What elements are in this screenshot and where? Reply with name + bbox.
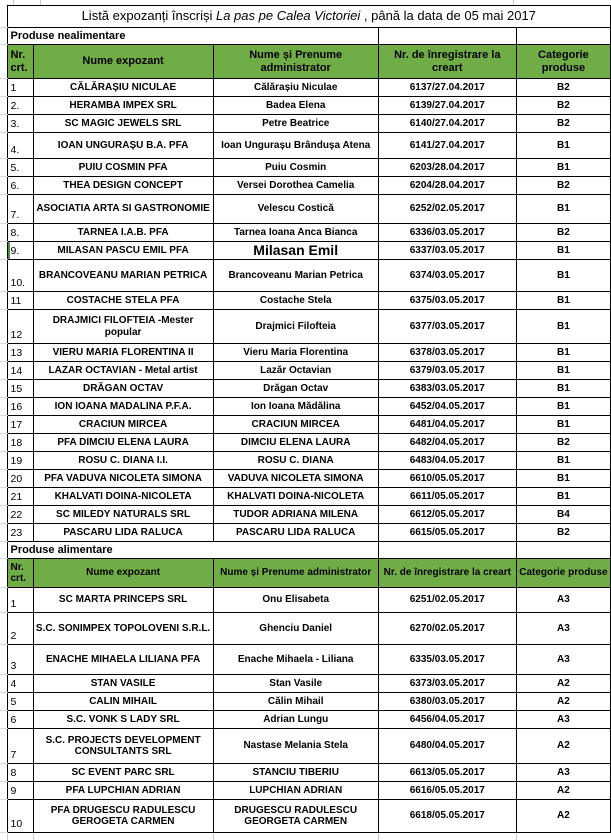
gutter-cell xyxy=(0,28,7,45)
gridline xyxy=(40,0,41,5)
empty-cell[interactable] xyxy=(516,28,610,45)
cell-nume-expozant[interactable]: VIERU MARIA FLORENTINA II xyxy=(33,344,213,362)
cell-nr-inregistrare[interactable]: 6481/04.05.2017 xyxy=(378,416,516,434)
cell-nr-crt[interactable]: 22 xyxy=(7,506,33,524)
header-nume-expozant[interactable]: Nume expozant xyxy=(33,559,213,588)
table-row xyxy=(0,452,611,470)
cell-nr-inregistrare[interactable]: 6615/05.05.2017 xyxy=(378,524,516,542)
cell-administrator[interactable]: Călărașiu Niculae xyxy=(213,79,378,97)
cell-nume-expozant[interactable]: CRACIUN MIRCEA xyxy=(33,416,213,434)
cell-nr-inregistrare[interactable]: 6375/03.05.2017 xyxy=(378,292,516,310)
sheet-title[interactable] xyxy=(7,6,611,28)
section-label-alimentare[interactable]: Produse alimentare xyxy=(7,542,378,559)
cell-nume-expozant[interactable]: S.C. VONK S LADY SRL xyxy=(33,711,213,729)
cell-nr-inregistrare[interactable]: 6252/02.05.2017 xyxy=(378,195,516,224)
cell-nr-inregistrare[interactable]: 6610/05.05.2017 xyxy=(378,470,516,488)
gutter-cell xyxy=(0,159,7,177)
cell-nume-expozant[interactable]: PFA LUPCHIAN ADRIAN xyxy=(33,782,213,800)
cell-administrator[interactable]: TUDOR ADRIANA MILENA xyxy=(213,506,378,524)
cell-nr-crt[interactable]: 6. xyxy=(7,177,33,195)
cell-nume-expozant[interactable]: COSTACHE STELA PFA xyxy=(33,292,213,310)
cell-nr-crt[interactable]: 10 xyxy=(7,800,33,833)
cell-categorie[interactable]: A2 xyxy=(516,729,610,764)
gutter-cell xyxy=(0,398,7,416)
gutter-cell xyxy=(0,506,7,524)
title-row xyxy=(0,6,611,28)
cell-administrator[interactable]: Adrian Lungu xyxy=(213,711,378,729)
cell-nume-expozant[interactable]: HERAMBA IMPEX SRL xyxy=(33,97,213,115)
cell-categorie[interactable]: B1 xyxy=(516,362,610,380)
gutter-cell xyxy=(0,645,7,675)
cell-administrator[interactable]: STANCIU TIBERIU xyxy=(213,764,378,782)
cell-categorie[interactable]: A3 xyxy=(516,613,610,645)
cell-administrator[interactable]: Versei Dorothea Camelia xyxy=(213,177,378,195)
cell-administrator[interactable]: Milasan Emil xyxy=(213,242,378,260)
gutter-cell xyxy=(0,292,7,310)
cell-categorie[interactable]: B2 xyxy=(516,115,610,133)
table-row xyxy=(0,292,611,310)
cell-administrator[interactable]: Petre Beatrice xyxy=(213,115,378,133)
cell-nr-crt[interactable]: 4 xyxy=(7,675,33,693)
gridline xyxy=(13,0,14,5)
gutter-cell xyxy=(0,380,7,398)
cell-categorie[interactable]: A3 xyxy=(516,588,610,613)
cell-administrator[interactable]: Badea Elena xyxy=(213,97,378,115)
cell-nr-crt[interactable]: 4. xyxy=(7,133,33,159)
cell-nume-expozant[interactable]: PFA DRUGESCU RADULESCU GEROGETA CARMEN xyxy=(33,800,213,833)
cell-categorie[interactable]: B4 xyxy=(516,506,610,524)
gutter-cell xyxy=(0,542,7,559)
cell-administrator[interactable]: Tarnea Ioana Anca Bianca xyxy=(213,224,378,242)
cell-nr-inregistrare[interactable]: 6452/04.05.2017 xyxy=(378,398,516,416)
cell-categorie[interactable]: B1 xyxy=(516,398,610,416)
cell-administrator[interactable]: Onu Elisabeta xyxy=(213,588,378,613)
cell-nr-inregistrare[interactable]: 6377/03.05.2017 xyxy=(378,310,516,344)
cell-nume-expozant[interactable]: ROSU C. DIANA I.I. xyxy=(33,452,213,470)
cell-categorie[interactable]: B1 xyxy=(516,159,610,177)
cell-nume-expozant[interactable]: SC MAGIC JEWELS SRL xyxy=(33,115,213,133)
cell-nr-inregistrare[interactable]: 6612/05.05.2017 xyxy=(378,506,516,524)
cell-categorie[interactable]: B1 xyxy=(516,380,610,398)
table-row xyxy=(0,242,611,260)
title-suffix: , până la data de 05 mai 2017 xyxy=(360,8,536,24)
cell-nr-inregistrare[interactable]: 6141/27.04.2017 xyxy=(378,133,516,159)
cell-nr-inregistrare[interactable]: 6335/03.05.2017 xyxy=(378,645,516,675)
table-row xyxy=(0,613,611,645)
table-row xyxy=(0,588,611,613)
gutter-cell xyxy=(0,242,7,260)
cell-nume-expozant[interactable]: PASCARU LIDA RALUCA xyxy=(33,524,213,542)
cell-administrator[interactable]: Puiu Cosmin xyxy=(213,159,378,177)
gutter-cell xyxy=(0,416,7,434)
cell-categorie[interactable]: A2 xyxy=(516,675,610,693)
title-prefix: Listă expozanți înscriși xyxy=(81,8,216,24)
gridline xyxy=(516,833,517,840)
sheet-bottom-gridline-strip xyxy=(0,833,611,840)
table-row xyxy=(0,398,611,416)
cell-categorie[interactable]: A2 xyxy=(516,693,610,711)
cell-nr-inregistrare[interactable]: 6336/03.05.2017 xyxy=(378,224,516,242)
cell-nume-expozant[interactable]: PFA VADUVA NICOLETA SIMONA xyxy=(33,470,213,488)
gutter-cell xyxy=(0,782,7,800)
cell-administrator[interactable]: Ion Ioana Mădălina xyxy=(213,398,378,416)
gutter-cell xyxy=(0,470,7,488)
gridline xyxy=(33,833,34,840)
table-row xyxy=(0,675,611,693)
cell-nume-expozant[interactable]: MILASAN PASCU EMIL PFA xyxy=(33,242,213,260)
cell-categorie[interactable]: B2 xyxy=(516,434,610,452)
table-row xyxy=(0,434,611,452)
cell-administrator[interactable]: Drăgan Octav xyxy=(213,380,378,398)
table-row xyxy=(0,224,611,242)
cell-nr-crt[interactable]: 7 xyxy=(7,729,33,764)
cell-categorie[interactable]: B2 xyxy=(516,524,610,542)
table-row xyxy=(0,470,611,488)
empty-cell[interactable] xyxy=(378,542,516,559)
cell-nume-expozant[interactable]: S.C. SONIMPEX TOPOLOVENI S.R.L. xyxy=(33,613,213,645)
gutter-cell xyxy=(0,45,7,79)
cell-categorie[interactable]: A3 xyxy=(516,645,610,675)
gutter-cell xyxy=(0,711,7,729)
cell-administrator[interactable]: Nastase Melania Stela xyxy=(213,729,378,764)
cell-nume-expozant[interactable]: ENACHE MIHAELA LILIANA PFA xyxy=(33,645,213,675)
cell-nume-expozant[interactable]: IOAN UNGURAȘU B.A. PFA xyxy=(33,133,213,159)
cell-nr-crt[interactable]: 2. xyxy=(7,97,33,115)
cell-nr-inregistrare[interactable]: 6251/02.05.2017 xyxy=(378,588,516,613)
cell-nume-expozant[interactable]: BRANCOVEANU MARIAN PETRICA xyxy=(33,260,213,292)
gutter-cell xyxy=(0,344,7,362)
cell-administrator[interactable]: CRACIUN MIRCEA xyxy=(213,416,378,434)
gutter-cell xyxy=(0,588,7,613)
table-row xyxy=(0,115,611,133)
cell-administrator[interactable]: Brancoveanu Marian Petrica xyxy=(213,260,378,292)
table-row xyxy=(0,416,611,434)
gridline xyxy=(7,833,8,840)
cell-nr-inregistrare[interactable]: 6482/04.05.2017 xyxy=(378,434,516,452)
cell-nr-crt[interactable]: 19 xyxy=(7,452,33,470)
cell-administrator[interactable]: DRUGESCU RADULESCU GEORGETA CARMEN xyxy=(213,800,378,833)
sheet-top-gridline-strip xyxy=(0,0,611,5)
cell-nr-inregistrare[interactable]: 6139/27.04.2017 xyxy=(378,97,516,115)
cell-nr-crt[interactable]: 17 xyxy=(7,416,33,434)
gutter-cell xyxy=(0,559,7,588)
table-row xyxy=(0,260,611,292)
cell-nume-expozant[interactable]: S.C. PROJECTS DEVELOPMENT CONSULTANTS SRL xyxy=(33,729,213,764)
gutter-cell xyxy=(0,452,7,470)
gutter-cell xyxy=(0,195,7,224)
cell-nr-crt[interactable]: 1 xyxy=(7,588,33,613)
cell-administrator[interactable]: LUPCHIAN ADRIAN xyxy=(213,782,378,800)
gutter-cell xyxy=(0,115,7,133)
cell-nume-expozant[interactable]: SC MARTA PRINCEPS SRL xyxy=(33,588,213,613)
cell-administrator[interactable]: PASCARU LIDA RALUCA xyxy=(213,524,378,542)
cell-nume-expozant[interactable]: CALIN MIHAIL xyxy=(33,693,213,711)
cell-nr-inregistrare[interactable]: 6270/02.05.2017 xyxy=(378,613,516,645)
table-row xyxy=(0,195,611,224)
exhibitors-table xyxy=(0,5,611,833)
gutter-cell xyxy=(0,224,7,242)
gutter-cell xyxy=(0,97,7,115)
cell-administrator[interactable]: Călin Mihail xyxy=(213,693,378,711)
section-label-nealimentare[interactable]: Produse nealimentare xyxy=(7,28,378,45)
cell-categorie[interactable]: B1 xyxy=(516,242,610,260)
cell-administrator[interactable]: KHALVATI DOINA-NICOLETA xyxy=(213,488,378,506)
cell-nume-expozant[interactable]: CĂLĂRAȘIU NICULAE xyxy=(33,79,213,97)
cell-nr-crt[interactable]: 3 xyxy=(7,645,33,675)
cell-nr-inregistrare[interactable]: 6480/04.05.2017 xyxy=(378,729,516,764)
gutter-cell xyxy=(0,260,7,292)
table-row xyxy=(0,800,611,833)
gutter-cell xyxy=(0,434,7,452)
table-row xyxy=(0,362,611,380)
cell-nr-crt[interactable]: 13 xyxy=(7,344,33,362)
cell-nr-crt[interactable]: 20 xyxy=(7,470,33,488)
table-row xyxy=(0,344,611,362)
cell-nr-inregistrare[interactable]: 6137/27.04.2017 xyxy=(378,79,516,97)
cell-nume-expozant[interactable]: SC MILEDY NATURALS SRL xyxy=(33,506,213,524)
cell-administrator[interactable]: Vieru Maria Florentina xyxy=(213,344,378,362)
cell-categorie[interactable]: A3 xyxy=(516,764,610,782)
cell-nume-expozant[interactable]: DRĂGAN OCTAV xyxy=(33,380,213,398)
cell-nr-crt[interactable]: 6 xyxy=(7,711,33,729)
table-row xyxy=(0,764,611,782)
cell-categorie[interactable]: A2 xyxy=(516,782,610,800)
cell-categorie[interactable]: B1 xyxy=(516,292,610,310)
cell-nume-expozant[interactable]: SC EVENT PARC SRL xyxy=(33,764,213,782)
cell-nume-expozant[interactable]: LAZAR OCTAVIAN - Metal artist xyxy=(33,362,213,380)
cell-categorie[interactable]: B1 xyxy=(516,260,610,292)
gutter-cell xyxy=(0,800,7,833)
cell-nr-crt[interactable]: 8 xyxy=(7,764,33,782)
cell-categorie[interactable]: B1 xyxy=(516,488,610,506)
cell-categorie[interactable]: B1 xyxy=(516,133,610,159)
table-row xyxy=(0,177,611,195)
cell-categorie[interactable]: B2 xyxy=(516,97,610,115)
title-event-name: La pas pe Calea Victoriei xyxy=(215,8,361,24)
cell-nume-expozant[interactable]: PUIU COSMIN PFA xyxy=(33,159,213,177)
cell-nr-crt[interactable]: 9. xyxy=(7,242,33,260)
cell-nume-expozant[interactable]: PFA DIMCIU ELENA LAURA xyxy=(33,434,213,452)
cell-nr-inregistrare[interactable]: 6613/05.05.2017 xyxy=(378,764,516,782)
header-categorie[interactable]: Categorie produse xyxy=(516,45,610,79)
cell-nr-crt[interactable]: 5. xyxy=(7,159,33,177)
cell-administrator[interactable]: Ioan Ungurașu Brândușa Atena xyxy=(213,133,378,159)
table-row xyxy=(0,79,611,97)
gutter-cell xyxy=(0,362,7,380)
table-row xyxy=(0,310,611,344)
cell-administrator[interactable]: Ghenciu Daniel xyxy=(213,613,378,645)
table-row xyxy=(0,729,611,764)
section1-header-row xyxy=(0,45,611,79)
cell-administrator[interactable]: Lazăr Octavian xyxy=(213,362,378,380)
header-categorie[interactable]: Categorie produse xyxy=(516,559,610,588)
cell-nr-crt[interactable]: 23 xyxy=(7,524,33,542)
gutter-cell xyxy=(0,488,7,506)
gutter-cell xyxy=(0,764,7,782)
cell-nr-crt[interactable]: 1 xyxy=(7,79,33,97)
cell-nr-inregistrare[interactable]: 6203/28.04.2017 xyxy=(378,159,516,177)
gutter-cell xyxy=(0,675,7,693)
cell-categorie[interactable]: A2 xyxy=(516,800,610,833)
cell-nr-crt[interactable]: 14 xyxy=(7,362,33,380)
cell-categorie[interactable]: B2 xyxy=(516,224,610,242)
table-row xyxy=(0,506,611,524)
cell-nr-inregistrare[interactable]: 6378/03.05.2017 xyxy=(378,344,516,362)
cell-nr-crt[interactable]: 2 xyxy=(7,613,33,645)
cell-categorie[interactable]: B2 xyxy=(516,177,610,195)
empty-cell[interactable] xyxy=(378,28,516,45)
cell-nr-inregistrare[interactable]: 6337/03.05.2017 xyxy=(378,242,516,260)
table-row xyxy=(0,645,611,675)
cell-nr-inregistrare[interactable]: 6456/04.05.2017 xyxy=(378,711,516,729)
table-row xyxy=(0,133,611,159)
cell-nume-expozant[interactable]: ION IOANA MADALINA P.F.A. xyxy=(33,398,213,416)
cell-nr-inregistrare[interactable]: 6618/05.05.2017 xyxy=(378,800,516,833)
table-row xyxy=(0,693,611,711)
cell-categorie[interactable]: B1 xyxy=(516,416,610,434)
header-nr-crt[interactable]: Nr. crt. xyxy=(7,45,33,79)
header-administrator[interactable]: Nume și Prenume administrator xyxy=(213,45,378,79)
section-label-row xyxy=(0,542,611,559)
cell-administrator[interactable]: Velescu Costică xyxy=(213,195,378,224)
table-row xyxy=(0,380,611,398)
cell-categorie[interactable]: B1 xyxy=(516,452,610,470)
cell-nume-expozant[interactable]: KHALVATI DOINA-NICOLETA xyxy=(33,488,213,506)
gutter-cell xyxy=(0,524,7,542)
cell-administrator[interactable]: VADUVA NICOLETA SIMONA xyxy=(213,470,378,488)
header-nume-expozant[interactable]: Nume expozant xyxy=(33,45,213,79)
cell-nr-inregistrare[interactable]: 6383/03.05.2017 xyxy=(378,380,516,398)
empty-cell[interactable] xyxy=(516,542,610,559)
cell-administrator[interactable]: ROSU C. DIANA xyxy=(213,452,378,470)
header-nr-inregistrare[interactable]: Nr. de înregistrare la creart xyxy=(378,45,516,79)
cell-nume-expozant[interactable]: ASOCIATIA ARTA SI GASTRONOMIE xyxy=(33,195,213,224)
cell-categorie[interactable]: B1 xyxy=(516,470,610,488)
cell-nr-crt[interactable]: 21 xyxy=(7,488,33,506)
cell-nr-crt[interactable]: 8. xyxy=(7,224,33,242)
cell-categorie[interactable]: B1 xyxy=(516,344,610,362)
cell-nume-expozant[interactable]: DRAJMICI FILOFTEIA -Mester popular xyxy=(33,310,213,344)
cell-nr-crt[interactable]: 16 xyxy=(7,398,33,416)
gutter-cell xyxy=(0,310,7,344)
table-row xyxy=(0,488,611,506)
cell-nr-crt[interactable]: 5 xyxy=(7,693,33,711)
cell-nr-inregistrare[interactable]: 6140/27.04.2017 xyxy=(378,115,516,133)
cell-administrator[interactable]: DIMCIU ELENA LAURA xyxy=(213,434,378,452)
table-row xyxy=(0,782,611,800)
cell-administrator[interactable]: Enache Mihaela - Liliana xyxy=(213,645,378,675)
cell-categorie[interactable]: B1 xyxy=(516,310,610,344)
cell-nume-expozant[interactable]: STAN VASILE xyxy=(33,675,213,693)
table-row xyxy=(0,97,611,115)
cell-nr-inregistrare[interactable]: 6483/04.05.2017 xyxy=(378,452,516,470)
cell-nr-crt[interactable]: 9 xyxy=(7,782,33,800)
cell-nr-crt[interactable]: 15 xyxy=(7,380,33,398)
cell-nr-crt[interactable]: 11 xyxy=(7,292,33,310)
table-row xyxy=(0,524,611,542)
cell-administrator[interactable]: Drajmici Filofteia xyxy=(213,310,378,344)
table-row xyxy=(0,711,611,729)
cell-categorie[interactable]: B2 xyxy=(516,79,610,97)
gutter-cell xyxy=(0,6,7,28)
gutter-cell xyxy=(0,693,7,711)
header-nr-crt[interactable]: Nr. crt. xyxy=(7,559,33,588)
gridline xyxy=(213,833,214,840)
cell-administrator[interactable]: Stan Vasile xyxy=(213,675,378,693)
cell-nr-inregistrare[interactable]: 6379/03.05.2017 xyxy=(378,362,516,380)
cell-nr-inregistrare[interactable]: 6204/28.04.2017 xyxy=(378,177,516,195)
cell-nume-expozant[interactable]: TARNEA I.A.B. PFA xyxy=(33,224,213,242)
gutter-cell xyxy=(0,729,7,764)
cell-nr-crt[interactable]: 7. xyxy=(7,195,33,224)
cell-administrator[interactable]: Costache Stela xyxy=(213,292,378,310)
gutter-cell xyxy=(0,177,7,195)
cell-categorie[interactable]: A3 xyxy=(516,711,610,729)
cell-nr-inregistrare[interactable]: 6616/05.05.2017 xyxy=(378,782,516,800)
cell-nr-inregistrare[interactable]: 6374/03.05.2017 xyxy=(378,260,516,292)
gutter-cell xyxy=(0,133,7,159)
gridline xyxy=(513,0,514,5)
cell-nr-inregistrare[interactable]: 6611/05.05.2017 xyxy=(378,488,516,506)
cell-nr-crt[interactable]: 10. xyxy=(7,260,33,292)
cell-nr-inregistrare[interactable]: 6373/03.05.2017 xyxy=(378,675,516,693)
cell-nr-inregistrare[interactable]: 6380/03.05.2017 xyxy=(378,693,516,711)
gridline xyxy=(378,833,379,840)
cell-nume-expozant[interactable]: THEA DESIGN CONCEPT xyxy=(33,177,213,195)
header-administrator[interactable]: Nume și Prenume administrator xyxy=(213,559,378,588)
section2-header-row xyxy=(0,559,611,588)
cell-nr-crt[interactable]: 18 xyxy=(7,434,33,452)
gutter-cell xyxy=(0,613,7,645)
section-label-row xyxy=(0,28,611,45)
cell-nr-crt[interactable]: 12 xyxy=(7,310,33,344)
table-row xyxy=(0,159,611,177)
cell-categorie[interactable]: B1 xyxy=(516,195,610,224)
header-nr-inregistrare[interactable]: Nr. de înregistrare la creart xyxy=(378,559,516,588)
cell-nr-crt[interactable]: 3. xyxy=(7,115,33,133)
gutter-cell xyxy=(0,79,7,97)
